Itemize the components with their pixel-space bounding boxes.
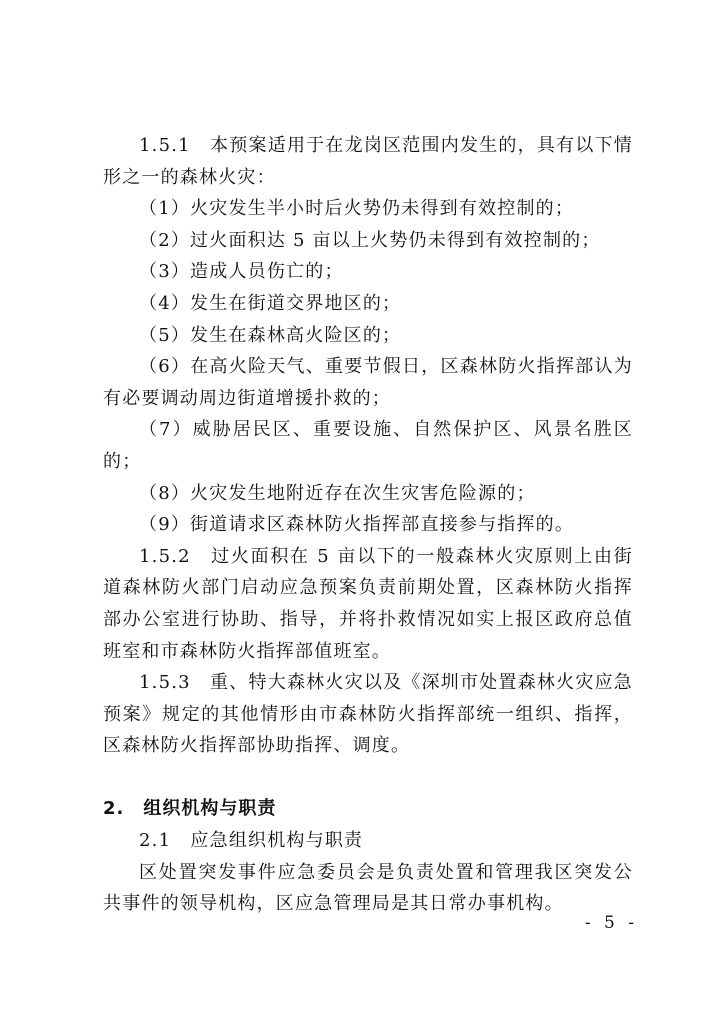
paragraph-1-5-2: 1.5.2 过火面积在 5 亩以下的一般森林火灾原则上由街道森林防火部门启动应急预案负责前期处置，区森林防火指挥部办公室进行协助、指导，并将扑救情况如实上报区政府总值班室和市森林防火指挥部值班室。 xyxy=(103,545,633,662)
section-paragraph: 区处置突发事件应急委员会是负责处置和管理我区突发公共事件的领导机构，区应急管理局是其日常办事机构。 xyxy=(103,861,633,915)
subsection-heading: 2.1 应急组织机构与职责 xyxy=(139,830,364,852)
list-item-4: （4）发生在街道交界地区的； xyxy=(139,292,402,314)
page-number: - 5 - xyxy=(584,913,638,933)
section-heading: 2. 组织机构与职责 xyxy=(103,798,277,820)
paragraph-1-5-3: 1.5.3 重、特大森林火灾以及《深圳市处置森林火灾应急预案》规定的其他情形由市森林防火指挥部统一组织、指挥，区森林防火指挥部协助指挥、调度。 xyxy=(103,672,633,757)
section-spacer xyxy=(103,762,633,794)
list-item-1: （1）火灾发生半小时后火势仍未得到有效控制的； xyxy=(139,198,575,220)
list-item-6: （6）在高火险天气、重要节假日，区森林防火指挥部认为有必要调动周边街道增援扑救的； xyxy=(103,356,633,409)
list-item-5: （5）发生在森林高火险区的； xyxy=(139,324,402,346)
list-item-7: （7）威胁居民区、重要设施、自然保护区、风景名胜区的； xyxy=(103,419,633,472)
list-item-9: （9）街道请求区森林防火指挥部直接参与指挥的。 xyxy=(139,514,575,536)
list-item-8: （8）火灾发生地附近存在次生灾害危险源的； xyxy=(139,482,536,504)
list-item-2: （2）过火面积达 5 亩以上火势仍未得到有效控制的； xyxy=(139,229,601,251)
paragraph-1-5-1: 1.5.1 本预案适用于在龙岗区范围内发生的，具有以下情形之一的森林火灾： xyxy=(103,135,633,188)
document-body xyxy=(103,130,633,920)
list-item-3: （3）造成人员伤亡的； xyxy=(139,261,344,283)
